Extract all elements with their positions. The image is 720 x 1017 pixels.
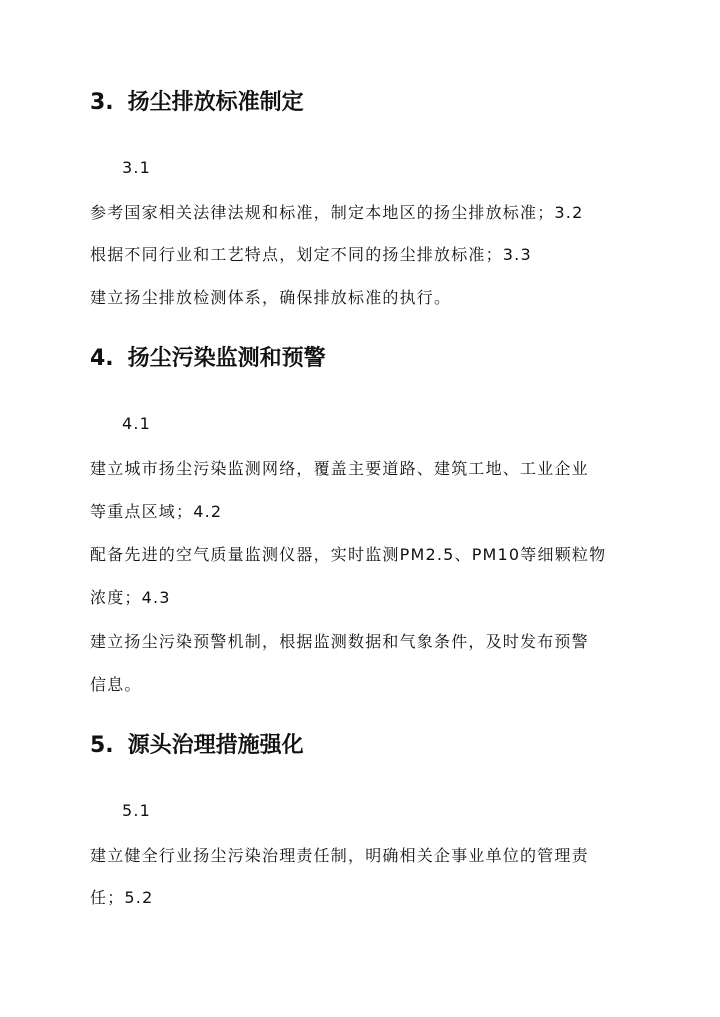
paragraph-line: 5.1	[122, 801, 152, 820]
paragraph-line: 建立健全行业扬尘污染治理责任制，明确相关企事业单位的管理责	[90, 846, 589, 865]
paragraph-line: 信息。	[90, 675, 142, 694]
paragraph-line: 3.1	[122, 158, 152, 177]
paragraph-line: 建立扬尘排放检测体系，确保排放标准的执行。	[90, 288, 452, 307]
section-title: 扬尘污染监测和预警	[127, 346, 326, 371]
paragraph-line: 任；5.2	[90, 888, 154, 907]
paragraph-line: 4.1	[122, 414, 152, 433]
section-heading-4	[90, 344, 326, 374]
paragraph-line: 等重点区域；4.2	[90, 502, 223, 521]
section-number: 4.	[90, 346, 114, 371]
section-title: 源头治理措施强化	[127, 733, 304, 758]
section-heading-5	[90, 731, 304, 761]
section-heading-3	[90, 88, 304, 118]
paragraph-line: 浓度；4.3	[90, 588, 171, 607]
paragraph-line: 参考国家相关法律法规和标准，制定本地区的扬尘排放标准；3.2	[90, 203, 584, 222]
paragraph-line: 建立城市扬尘污染监测网络，覆盖主要道路、建筑工地、工业企业	[90, 459, 589, 478]
section-number: 3.	[90, 90, 114, 115]
section-title: 扬尘排放标准制定	[127, 90, 304, 115]
paragraph-line: 建立扬尘污染预警机制，根据监测数据和气象条件，及时发布预警	[90, 632, 589, 651]
section-number: 5.	[90, 733, 114, 758]
paragraph-line: 根据不同行业和工艺特点，划定不同的扬尘排放标准；3.3	[90, 245, 532, 264]
paragraph-line: 配备先进的空气质量监测仪器，实时监测PM2.5、PM10等细颗粒物	[90, 545, 607, 564]
